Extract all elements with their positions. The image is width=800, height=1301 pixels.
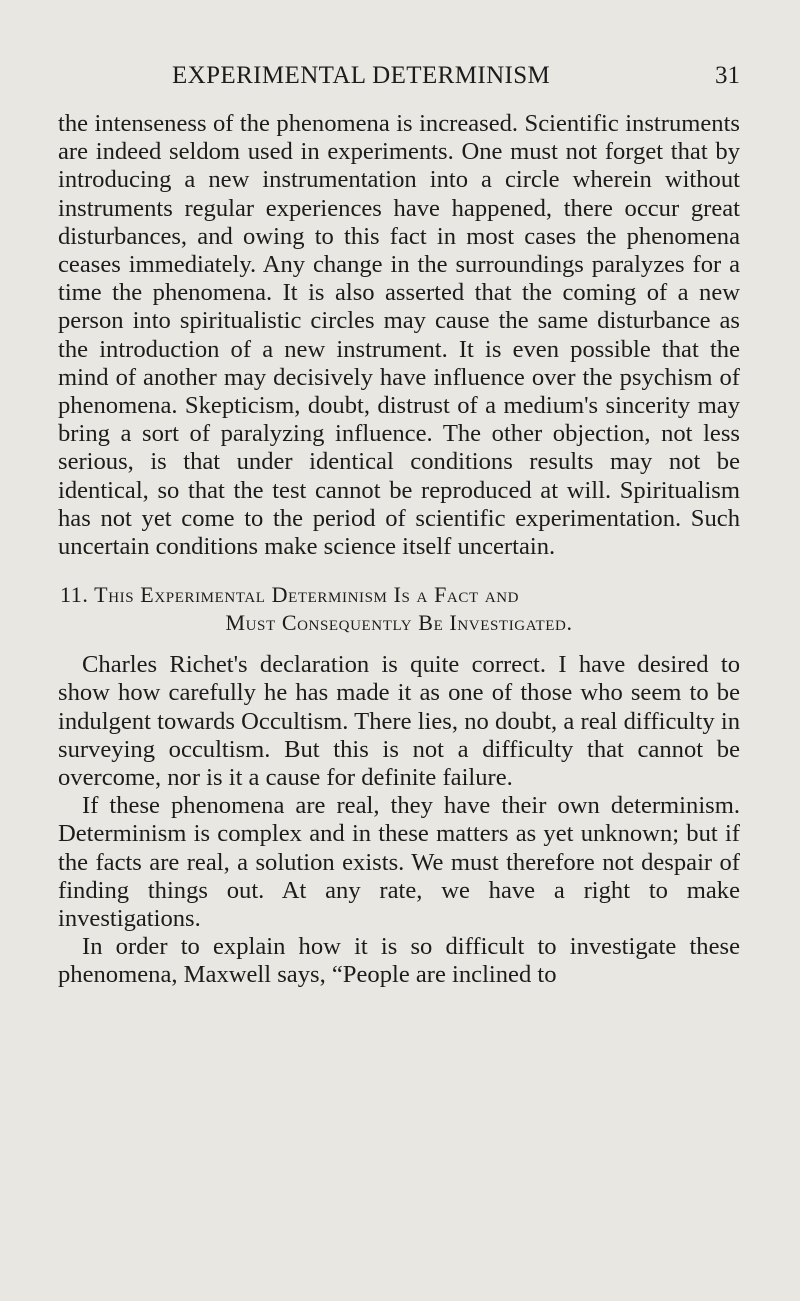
paragraph-continuation: the intenseness of the phenomena is increased. Scientific instruments are indeed seldom used in experiments. One must not forget that by introducing a new instrumentation into a circle wherein without instruments regular experiences have happened, there occur great disturbances, and owing to this fact in most cases the phenomena ceases immediately. Any change in the surroundings paralyzes for a time the phenomena. It is also asserted that the coming of a new person into spiritualistic circles may cause the same disturbance as the introduction of a new instrument. It is even possible that the mind of another may decisively have influence over the psychism of phenomena. Skepticism, doubt, distrust of a medium's sincerity may bring a sort of paralyzing influence. The other objection, not less serious, is that under identical conditions results may not be identical, so that the test cannot be reproduced at will. Spiritualism has not yet come to the period of scientific experimentation. Such uncertain conditions make science itself uncertain. [58, 110, 740, 561]
running-header [58, 60, 740, 96]
running-title: EXPERIMENTAL DETERMINISM [172, 62, 551, 89]
paragraph: In order to explain how it is so difficult to investigate these phenomena, Maxwell says, “People are inclined to [58, 933, 740, 989]
paragraph: Charles Richet's declaration is quite correct. I have desired to show how carefully he has made it as one of those who seem to be indulgent towards Occultism. There lies, no doubt, a real difficulty in surveying occultism. But this is not a difficulty that cannot be overcome, nor is it a cause for definite failure. [58, 651, 740, 792]
section-heading [58, 581, 740, 637]
body-text [58, 110, 740, 990]
section-heading-line-1: 11. This Experimental Determinism Is a Fact and [60, 582, 520, 608]
paragraph: If these phenomena are real, they have their own determinism. Determinism is complex and in these matters as yet unknown; but if the facts are real, a solution exists. We must therefore not despair of finding things out. At any rate, we have a right to make investigations. [58, 792, 740, 933]
section-heading-line-2: Must Consequently Be Investigated. [225, 610, 573, 636]
page-number: 31 [715, 62, 740, 89]
